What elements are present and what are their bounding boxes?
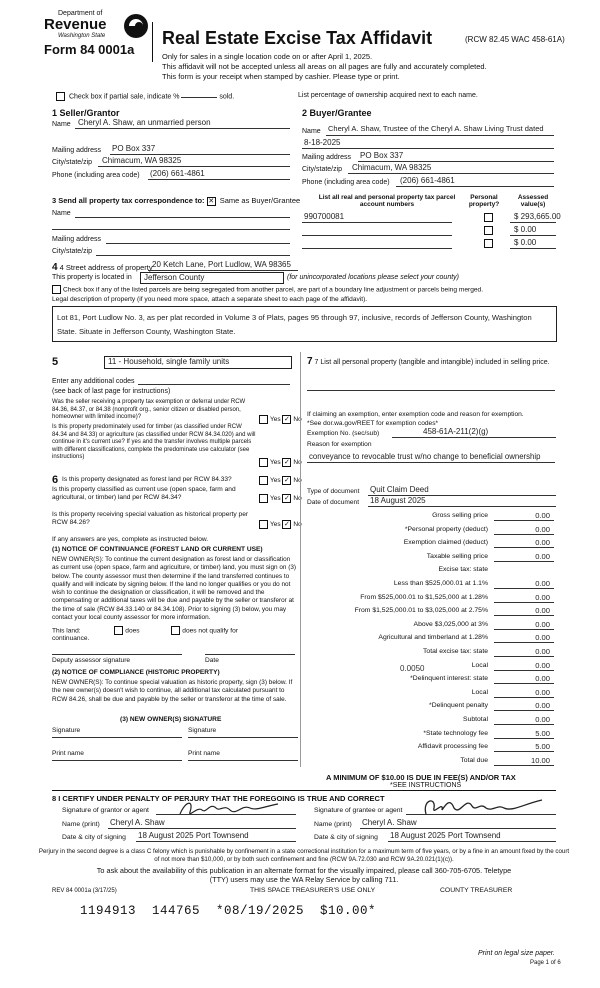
landuse-code: 11 - Household, single family units (108, 357, 230, 366)
seller-address[interactable]: PO Box 337 (112, 144, 156, 153)
seller-city-line (98, 166, 290, 167)
header-note-2: This affidavit will not be accepted unless all areas on all pages are fully and accurately completed. (162, 62, 487, 71)
grantor-date-label: Date & city of signing (62, 834, 126, 841)
page-number: Page 1 of 6 (530, 960, 561, 966)
sec6-q3-answers (259, 520, 302, 529)
seller-addr-line (110, 154, 290, 155)
county-treasurer: COUNTY TREASURER (440, 887, 513, 894)
tax-row-line (494, 520, 554, 521)
sec6-ifany: If any answers are yes, complete as instructed below. (52, 536, 209, 543)
tax-row-value[interactable]: 0.00 (535, 715, 550, 724)
tax-row-label: Excise tax: state (438, 566, 488, 574)
assessed-row-1-line (510, 222, 556, 223)
new-owner-signature-2[interactable] (188, 737, 298, 738)
buyer-city-label: City/state/zip (302, 166, 343, 173)
seller-city[interactable]: Chimacum, WA 98325 (102, 156, 182, 165)
sec3-name-field[interactable] (75, 217, 290, 218)
dor-swirl-icon (122, 12, 150, 40)
same-as-buyer-checkbox[interactable]: ✕ (208, 197, 215, 205)
sec6-q2-answers (259, 494, 302, 503)
segregated-label: Check box if any of the listed parcels are being segregated from another parcel, are part of a boundary line adjustment or parcels being merged. (63, 286, 484, 294)
doctype-label: Type of document (307, 488, 360, 495)
seller-addr-label: Mailing address (52, 147, 102, 154)
deputy-label: Deputy assessor signature (52, 657, 131, 664)
tax-row-value[interactable]: 0.00 (535, 687, 550, 697)
tax-row-line (494, 697, 554, 698)
tax-row-value[interactable]: 0.00 (535, 592, 550, 602)
sec5-q2-no-checkbox[interactable]: ✓ (283, 459, 290, 466)
buyer-city-line (348, 173, 554, 174)
notice2-body: NEW OWNER(S): To continue special valuation as historic property, sign (3) below. If the new owner(s) doesn't wish to continue, all additional tax calculated pursuant to RCW 84.26, shall be due and payable by the seller or transferor at the time of sale. (52, 679, 293, 703)
new-owner-print-1[interactable] (52, 760, 182, 761)
tax-row-label: Subtotal (463, 716, 488, 723)
sec8-divider (52, 790, 556, 791)
thisland-row (52, 626, 238, 635)
grantor-name-line (108, 828, 296, 829)
does-qualify-checkbox[interactable] (114, 626, 123, 635)
new-owner-signature-1[interactable] (52, 737, 182, 738)
located-label: This property is located in (52, 274, 132, 281)
county-select[interactable] (140, 272, 284, 284)
tax-row-label: *Delinquent penalty (429, 702, 488, 710)
tax-row-line (494, 629, 554, 630)
sec5-q2-yes-checkbox[interactable] (259, 458, 268, 467)
tax-row-value[interactable]: 5.00 (535, 728, 550, 738)
sec6-q1-no-checkbox[interactable]: ✓ (283, 477, 290, 484)
sec3-name-field-2[interactable] (52, 229, 290, 230)
grantor-date-line (136, 841, 296, 842)
tax-row-value[interactable]: 0.00 (535, 606, 550, 616)
parcel-col-header: List all real and personal property tax parcel account numbers (318, 194, 456, 208)
tax-row-value[interactable]: 0.00 (535, 619, 550, 629)
notice3-heading: (3) NEW OWNER(S) SIGNATURE (120, 716, 222, 723)
street-line (148, 270, 298, 271)
sec4-street-label: 4 4 Street address of property (52, 262, 153, 273)
deputy-date-label: Date (205, 657, 219, 664)
seller-phone-line (148, 179, 290, 180)
tax-row-line (494, 683, 554, 684)
tax-row-label: Gross selling price (432, 512, 488, 519)
tax-row-value[interactable]: 0.00 (535, 701, 550, 711)
exno-line (392, 437, 556, 438)
sec6-q1: Is this property designated as forest land per RCW 84.33? (62, 476, 232, 483)
assessed-value-1[interactable]: $ 293,665.00 (514, 212, 561, 221)
buyer-phone[interactable]: (206) 661-4861 (400, 176, 455, 185)
sec3-city-field[interactable] (96, 255, 290, 256)
sec5-q1-no-checkbox[interactable]: ✓ (283, 416, 290, 423)
notice1-body: NEW OWNER(S): To continue the current designation as forest land or classification as current use (open space, farm and agriculture, or timber) land, you must sign on (3) below. The county assessor must then determine if the land transferred continues to qualify and will indicate by signing below. If the land no longer qualifies or you do not wish to continue the designation or classification, it will be removed and the compensating or additional taxes will be due and payable by the seller or transferor at the time of sale (RCW 84.33.140 or 84.34.108). Prior to signing (3) below, you may contact your local county assessor for more information. (52, 556, 297, 622)
parcel-row-1-line (302, 222, 452, 223)
tax-row-line (494, 615, 554, 616)
new-owner-print-2[interactable] (188, 760, 298, 761)
grantee-date-line (388, 841, 556, 842)
legal-label: Legal description of property (if you need more space, attach a separate sheet to each page of the affidavit). (52, 296, 368, 303)
seller-city-label: City/state/zip (52, 159, 93, 166)
does-not-label: does not qualify for (182, 627, 238, 635)
sec6-q1-answers (259, 476, 302, 485)
tax-row-label: Local (471, 688, 488, 696)
buyer-name-line-2 (302, 148, 554, 149)
sec7-text-body: 7 List all personal property (tangible and intangible) included in selling price. (314, 359, 550, 366)
print-label-1: Print name (52, 750, 84, 757)
tax-row-value[interactable]: 5.00 (535, 742, 550, 752)
street-label: 4 Street address of property (59, 263, 153, 272)
deputy-date-field[interactable] (205, 654, 295, 655)
yes-label: Yes (270, 416, 281, 424)
exempt-text: If claiming an exemption, enter exemption code and reason for exemption. *See dor.wa.gov/REET for exemption codes* (307, 411, 524, 427)
grantor-signature[interactable] (176, 798, 286, 820)
yes-label: Yes (270, 495, 281, 503)
tax-row-line (494, 724, 554, 725)
sec3-heading: 3 Send all property tax correspondence to: (52, 196, 205, 205)
sec3-addr-label: Mailing address (52, 236, 102, 243)
yes-label: Yes (270, 477, 281, 485)
sec3-address-field[interactable] (106, 243, 290, 244)
grantee-name[interactable]: Cheryl A. Shaw (362, 818, 417, 827)
sec7-text: 7 7 List all personal property (tangible and intangible) included in selling price. (307, 356, 550, 367)
parcel-number-3[interactable] (302, 248, 452, 249)
no-label: No (293, 495, 302, 503)
seller-name-label: Name (52, 121, 71, 128)
tax-row-line (494, 547, 554, 548)
no-label: No (293, 521, 302, 529)
reason-label: Reason for exemption (307, 441, 372, 448)
rev-number: REV 84 0001a (3/17/25) (52, 888, 117, 894)
seller-name[interactable]: Cheryl A. Shaw, an unmarried person (78, 118, 211, 127)
accessibility-note-2: (TTY) users may use the WA Relay Service by calling 711. (209, 875, 399, 884)
no-label: No (293, 459, 302, 467)
logo-line3: Washington State (58, 33, 106, 39)
segregated-row (52, 285, 483, 294)
grantor-date-city[interactable]: 18 August 2025 Port Townsend (138, 831, 249, 840)
exemption-number[interactable]: 458-61A-211(2)(g) (423, 427, 489, 436)
see-back: (see back of last page for instructions) (52, 388, 171, 395)
tax-row-label: *State technology fee (423, 729, 488, 737)
accessibility-note-1: To ask about the availability of this publication in an alternate format for the visually impaired, please call 360-705-6705. Teletype (96, 866, 512, 875)
buyer-city[interactable]: Chimacum, WA 98325 (352, 163, 432, 172)
partial-sold-label: sold. (219, 93, 235, 101)
sec5-q2: Is this property predominately used for timber (as classified under RCW 84.34 and 84.33) or agriculture (as classified under RCW 84.34.020) and will continue in it's current use? If yes and the transfer involves multiple parcels with different classifications, complete the predominate use calculator (see instructions) (52, 424, 256, 460)
legal-description-box[interactable] (52, 306, 557, 342)
sec6-q3: Is this property receiving special valuation as historical property per RCW 84.26? (52, 511, 249, 526)
minimum-due: A MINIMUM OF $10.00 IS DUE IN FEE(S) AND/OR TAX (326, 773, 516, 782)
seller-phone[interactable]: (206) 661-4861 (150, 169, 205, 178)
logo-line1: Department of (58, 10, 103, 17)
buyer-addr-line (358, 161, 554, 162)
tax-row-line (494, 765, 554, 766)
buyer-addr-label: Mailing address (302, 154, 352, 161)
tax-row-value[interactable]: 0.00 (535, 511, 550, 520)
tax-row-value[interactable]: 0.00 (535, 551, 550, 561)
tax-row-label: *Personal property (deduct) (404, 525, 488, 533)
treasurer-space: THIS SPACE TREASURER'S USE ONLY (250, 887, 376, 894)
grantor-name[interactable]: Cheryl A. Shaw (110, 818, 165, 827)
document-type[interactable]: Quit Claim Deed (370, 485, 429, 494)
parcel-number-2[interactable] (302, 235, 452, 236)
tax-row-line (494, 670, 554, 671)
sec5-q1-answers (259, 415, 302, 424)
partial-percent-field[interactable] (181, 97, 217, 98)
tax-row-value[interactable]: 0.00 (535, 538, 550, 548)
tax-row-label: *Delinquent interest: state (410, 675, 488, 683)
personal-checkbox-2[interactable] (484, 226, 493, 235)
tax-row-line (494, 588, 554, 589)
no-label: No (293, 477, 302, 485)
tax-row-value[interactable]: 10.00 (530, 755, 550, 765)
grantee-signature[interactable] (420, 794, 550, 820)
county-value: Jefferson County (144, 273, 205, 282)
tax-row-line (494, 710, 554, 711)
legal-description: Lot 81, Port Ludlow No. 3, as per plat recorded in Volume 3 of Plats, pages 95 through 97, inclusive, records of Jefferson County, Washington State. Situate in Jefferson County, Washington State. (57, 313, 532, 336)
sec6-q1-yes-checkbox[interactable] (259, 476, 268, 485)
tax-row-line (494, 561, 554, 562)
assessed-col-header: Assessed value(s) (517, 194, 549, 208)
docdate-label: Date of document (307, 499, 360, 506)
tax-row-value[interactable]: 0.00 (535, 660, 550, 670)
does-label: does (125, 627, 140, 635)
buyer-name-label: Name (302, 128, 321, 135)
buyer-address[interactable]: PO Box 337 (360, 151, 404, 160)
sec6-q2-yes-checkbox[interactable] (259, 494, 268, 503)
seller-name-line (75, 128, 290, 129)
page-title: Real Estate Excise Tax Affidavit (162, 28, 433, 48)
personal-checkbox-1[interactable] (484, 213, 493, 222)
tax-row-value[interactable]: 0.00 (535, 579, 550, 588)
partial-sale-row (56, 92, 234, 101)
seller-phone-label: Phone (including area code) (52, 172, 140, 179)
sec3-heading-row (52, 196, 300, 206)
landuse-code-select[interactable] (104, 356, 292, 369)
sec6-q2-no-checkbox[interactable]: ✓ (283, 495, 290, 502)
tax-row-value[interactable]: 0.00 (535, 633, 550, 643)
sig-label-1: Signature (52, 727, 81, 734)
docdate-line (368, 506, 556, 507)
header-divider (152, 22, 153, 62)
sec3-name-label: Name (52, 210, 71, 217)
addl-codes-label: Enter any additional codes (52, 378, 135, 385)
sec5-q2-answers (259, 458, 302, 467)
tax-row-label: From $1,525,000.01 to $3,025,000 at 2.75% (354, 607, 488, 615)
buyer-name[interactable]: Cheryl A. Shaw, Trustee of the Cheryl A. Shaw Living Trust dated (328, 124, 544, 133)
buyer-name-line (326, 135, 554, 136)
buyer-phone-label: Phone (including area code) (302, 179, 390, 186)
grantee-name-label: Name (print) (314, 821, 352, 828)
tax-row-label: Agricultural and timberland at 1.28% (378, 634, 488, 642)
sec6-number: 6 (52, 474, 59, 486)
tax-row-label: Total due (460, 756, 488, 764)
does-not-qualify-checkbox[interactable] (171, 626, 180, 635)
grantee-sig-label: Signature of grantee or agent (314, 807, 403, 814)
column-divider (300, 352, 301, 767)
assessed-value-3[interactable]: $ 0.00 (514, 238, 537, 247)
yes-label: Yes (270, 459, 281, 467)
personal-property-field[interactable] (307, 390, 555, 391)
grantee-name-line (360, 828, 556, 829)
form-number: Form 84 0001a (44, 42, 135, 57)
parcel-number-1[interactable]: 990700081 (304, 212, 345, 221)
print-label-2: Print name (188, 750, 220, 757)
perjury-notice: Perjury in the second degree is a class C felony which is punishable by confinement in a state correctional institution for a maximum term of five years, or by a fine in an amount fixed by the court of not more than $10,000, or by both such confinement and fine (RCW 9A.72.030 and RCW 9A.20.021(1)(c)). (38, 848, 570, 863)
tax-row-line (494, 602, 554, 603)
exemption-reason[interactable]: conveyance to revocable trust w/no change to beneficial ownership (309, 452, 541, 461)
tax-row-value[interactable]: 0.00 (535, 524, 550, 534)
personal-checkbox-3[interactable] (484, 239, 493, 248)
tax-row-line (494, 656, 554, 657)
sec6-q3-yes-checkbox[interactable] (259, 520, 268, 529)
tax-row-label: Taxable selling price (426, 552, 488, 560)
cashier-stamp: 1194913 144765 *08/19/2025 $10.00* (80, 904, 377, 918)
deputy-signature-field[interactable] (52, 654, 182, 655)
sec5-q1: Was the seller receiving a property tax exemption or deferral under RCW 84.36, 84.37, or 84.38 (nonprofit org., senior citizen or disabled person, homeowner with limited income)? (52, 399, 246, 420)
yes-label: Yes (270, 521, 281, 529)
tax-row-label: Total excise tax: state (423, 648, 488, 655)
tax-row-line (494, 738, 554, 739)
tax-row-label: Affidavit processing fee (417, 743, 488, 751)
buyer-heading: 2 Buyer/Grantee (302, 108, 372, 118)
sec6-q3-no-checkbox[interactable]: ✓ (283, 521, 290, 528)
assessed-value-2[interactable]: $ 0.00 (514, 225, 537, 234)
segregated-checkbox[interactable] (52, 285, 61, 294)
notice1-heading: (1) NOTICE OF CONTINUANCE (FOREST LAND OR CURRENT USE) (52, 546, 263, 553)
tax-row-line (494, 642, 554, 643)
grantee-date-label: Date & city of signing (314, 834, 378, 841)
reason-line (307, 462, 555, 463)
sec6-q2: Is this property classified as current use (open space, farm and agricultural, or timber) land per RCW 84.34? (52, 486, 236, 501)
local-rate[interactable]: 0.0050 (400, 664, 425, 673)
document-date[interactable]: 18 August 2025 (370, 496, 426, 505)
sec3-city-label: City/state/zip (52, 248, 93, 255)
rcw-reference: (RCW 82.45 WAC 458-61A) (465, 35, 565, 44)
exno-label: Exemption No. (sec/sub) (307, 430, 380, 437)
grantor-sig-label: Signature of grantor or agent (62, 807, 149, 814)
same-as-buyer-label: Same as Buyer/Grantee (219, 196, 301, 205)
partial-sale-label: Check box if partial sale, indicate % (68, 93, 180, 101)
legal-paper-note: Print on legal size paper. (478, 950, 555, 957)
seller-heading: 1 Seller/Grantor (52, 108, 120, 118)
street-address[interactable]: 20 Ketch Lane, Port Ludlow, WA 98365 (152, 260, 291, 269)
tax-row-line (494, 751, 554, 752)
grantor-name-label: Name (print) (62, 821, 100, 828)
assessed-row-3-line (510, 248, 556, 249)
thisland-label: This land: (52, 627, 81, 635)
assessed-row-2-line (510, 235, 556, 236)
tax-row-value[interactable]: 0.00 (535, 674, 550, 684)
sec5-number: 5 (52, 356, 59, 368)
tax-row-label: From $525,000.01 to $1,525,000 at 1.28% (360, 593, 488, 601)
grantee-date-city[interactable]: 18 August 2025 Port Townsend (390, 831, 501, 840)
personal-col-header: Personal property? (468, 194, 500, 208)
continuance-label: continuance. (52, 635, 90, 642)
tax-row-label: Local (471, 661, 488, 669)
tax-row-value[interactable]: 0.00 (535, 647, 550, 656)
no-label: No (293, 416, 302, 424)
tax-row-line (494, 534, 554, 535)
sec8-heading: 8 I CERTIFY UNDER PENALTY OF PERJURY THAT THE FOREGOING IS TRUE AND CORRECT (52, 794, 385, 803)
header-note-1: Only for sales in a single location code on or after April 1, 2025. (162, 52, 373, 61)
buyer-name-2[interactable]: 8-18-2025 (304, 138, 341, 147)
sec5-q1-yes-checkbox[interactable] (259, 415, 268, 424)
sig-label-2: Signature (188, 727, 217, 734)
partial-sale-checkbox[interactable] (56, 92, 65, 101)
buyer-phone-line (396, 186, 554, 187)
addl-codes-field[interactable] (138, 384, 290, 385)
see-instructions: *SEE INSTRUCTIONS (390, 782, 462, 789)
tax-row-label: Less than $525,000.01 at 1.1% (393, 580, 488, 587)
notice2-heading: (2) NOTICE OF COMPLIANCE (HISTORIC PROPERTY) (52, 669, 220, 676)
logo-line2: Revenue (44, 16, 107, 33)
ownership-note: List percentage of ownership acquired next to each name. (298, 92, 478, 99)
uninc-note: (for unincorporated locations please select your county) (287, 274, 459, 281)
tax-row-label: Above $3,025,000 at 3% (413, 620, 488, 628)
tax-row-label: Exemption claimed (deduct) (403, 539, 488, 547)
header-note-3: This form is your receipt when stamped by cashier. Please type or print. (162, 72, 400, 81)
